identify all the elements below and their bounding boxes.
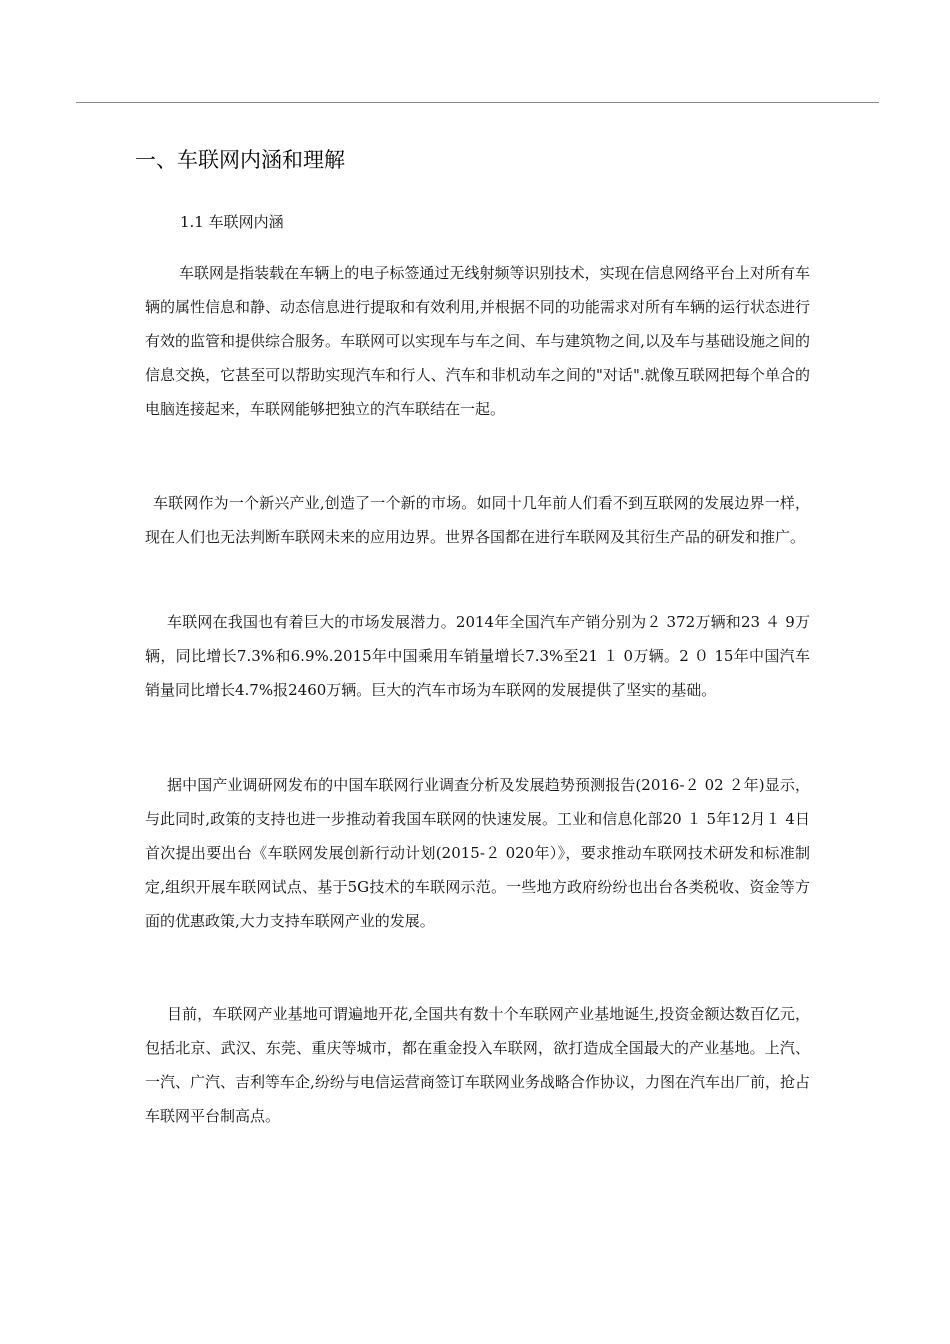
subsection-title: 1.1 车联网内涵 [180,213,284,231]
paragraph-1: 车联网是指装载在车辆上的电子标签通过无线射频等识别技术，实现在信息网络平台上对所有车辆的属性信息和静、动态信息进行提取和有效利用,并根据不同的功能需求对所有车辆的运行状态进行有效的监管和提供综合服务。车联网可以实现车与车之间、车与建筑物之间,以及车与基础设施之间的信息交换，它甚至可以帮助实现汽车和行人、汽车和非机动车之间的"对话".就像互联网把每个单合的电脑连接起来，车联网能够把独立的汽车联结在一起。 [145,264,810,418]
header-rule [76,102,879,103]
paragraph-4: 据中国产业调研网发布的中国车联网行业调查分析及发展趋势预测报告(2016-２ 02 ２年)显示，与此同时,政策的支持也进一步推动着我国车联网的快速发展。工业和信息化部20 １ 5年12月１ 4日首次提出要出台《车联网发展创新行动计划(2015-２ 020年）》，要求推动车联网技术研发和标准制定,组织开展车联网试点、基于5G技术的车联网示范。一些地方政府纷纷也出台各类税收、资金等方面的优惠政策,大力支持车联网产业的发展。 [145,776,810,930]
paragraph-2: 车联网作为一个新兴产业,创造了一个新的市场。如同十几年前人们看不到互联网的发展边界一样，现在人们也无法判断车联网未来的应用边界。世界各国都在进行车联网及其衍生产品的研发和推广。 [145,494,810,546]
section-title: 一、车联网内涵和理解 [135,148,345,172]
paragraph-5: 目前，车联网产业基地可谓遍地开花,全国共有数十个车联网产业基地诞生,投资金额达数百亿元，包括北京、武汉、东莞、重庆等城市，都在重金投入车联网，欲打造成全国最大的产业基地。上汽、一汽、广汽、吉利等车企,纷纷与电信运营商签订车联网业务战略合作协议，力图在汽车出厂前，抢占车联网平台制高点。 [145,1005,810,1125]
paragraph-3: 车联网在我国也有着巨大的市场发展潜力。2014年全国汽车产销分别为２ 372万辆和23 ４ 9万辆，同比增长7.3%和6.9%.2015年中国乘用车销量增长7.3%至21 １ 0万辆。2 ０ 15年中国汽车销量同比增长4.7%报2460万辆。巨大的汽车市场为车联网的发展提供了坚实的基础。 [145,613,810,699]
